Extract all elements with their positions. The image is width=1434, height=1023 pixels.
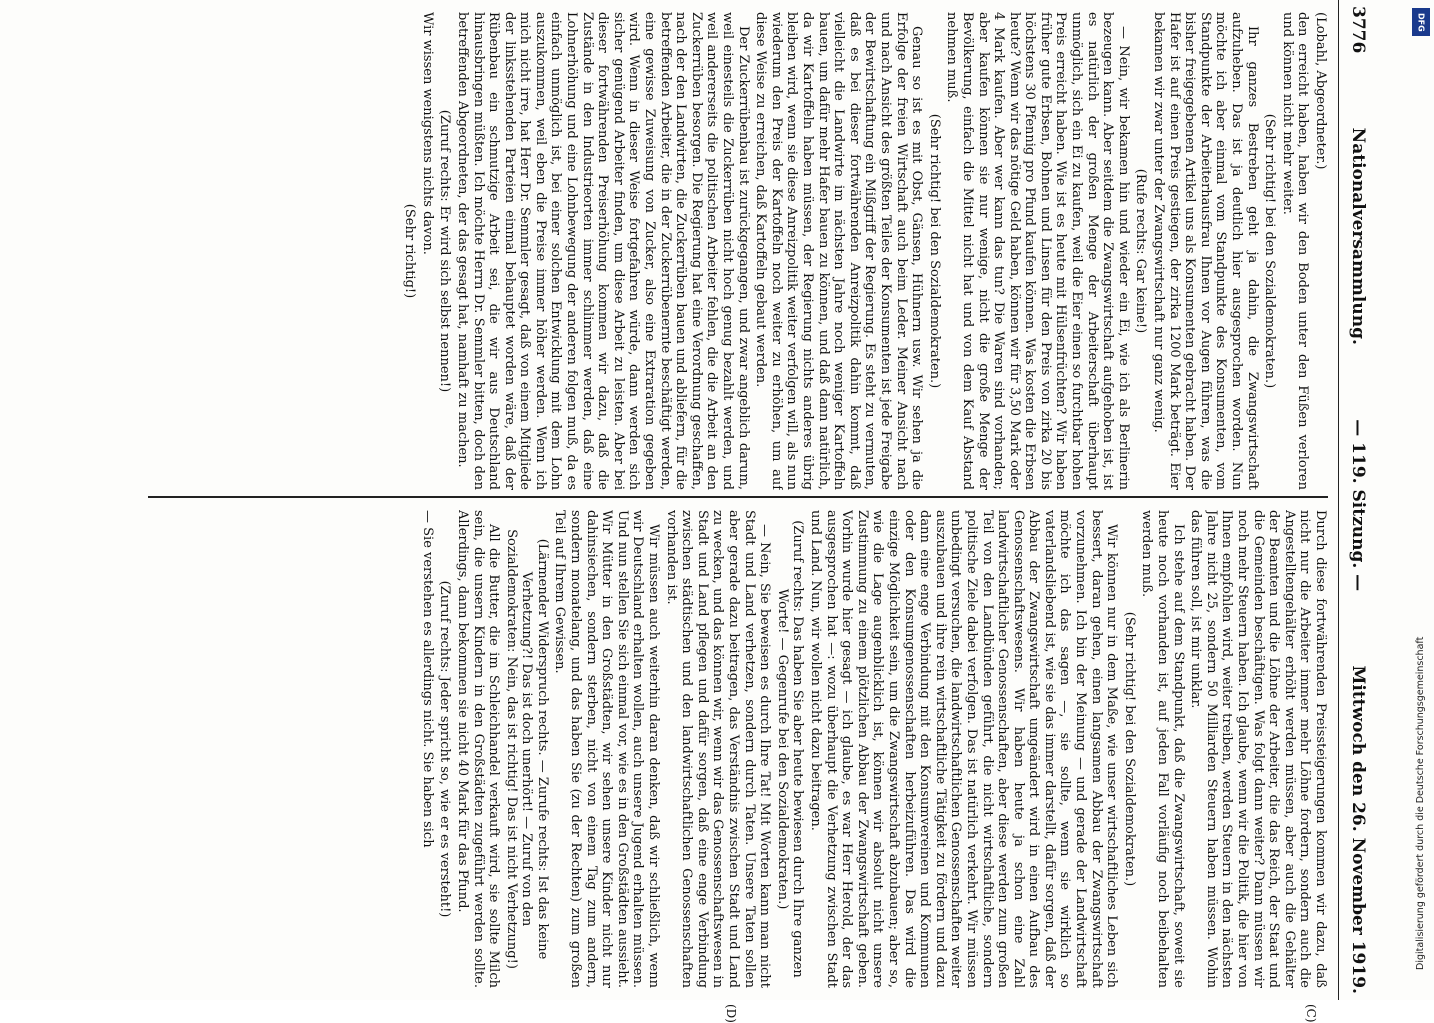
- dfg-logo: DFG: [1412, 8, 1430, 36]
- paragraph: (Zuruf rechts: Jeder spricht so, wie er es versteht!): [437, 580, 453, 918]
- digitization-credit: [1398, 10, 1432, 990]
- session-date: Mittwoch den 26. November 1919.: [1348, 665, 1369, 994]
- paragraph: (Sehr richtig! bei den Sozialdemokraten.): [1262, 113, 1278, 389]
- session-title: — 119. Sitzung. —: [1348, 419, 1369, 592]
- credit-text: Digitalisierung gefördert durch die Deutsche Forschungsgemeinschaft: [1415, 636, 1426, 970]
- paragraph: Wir können nur in dem Maße, wie unser wirtschaftliches Leben sich bessert, daran gehen, einen langsamen Abbau der Zwangswirtschaft vorzunehmen. Ich bin der Meinung — und gerade der Landwirtschaft möchte ich das sagen —, sie sollte, wenn sie wirklich so vaterlandsliebend ist, wie sie das immer darstellt, dafür sorgen, daß der Abbau der Zwangswirtschaft umgeändert wird in einen Aufbau des Genossenschaftswesens. Wir haben heute ja schon eine Zahl landwirtschaftlicher Genossenschaften, aber diese werden zum großen Teil von den Landbünden geführt, die nicht wirtschaftliche, sondern politische Ziele dabei verfolgen. Das ist natürlich verkehrt. Wir müssen unbedingt versuchen, die landwirtschaftlichen Genossenschaften weiter auszubauen und ihre rein wirtschaftliche Tätigkeit zu fördern und dazu dann eine enge Verbindung mit den Konsumvereinen und Kommunen oder den Konsumgenossenschaften herbeizuführen. Das wird die einzige Möglichkeit sein, um die Zwangswirtschaft abzubauen; aber so, wie die Lage augenblicklich ist, können wir absolut nicht unsere Zustimmung zu einem plötzlichen Abbau der Zwangswirtschaft geben. Vorhin wurde hier gesagt — ich glaube, es war Herr Herold, der das ausgesprochen hat —: wozu überhaupt die Verhetzung zwischen Stadt und Land. Nun, wir wollen nicht dazu beitragen.: [808, 510, 1120, 988]
- paragraph: — Nein, wir bekamen hin und wieder ein Ei, wie ich als Berlinerin bezeugen kann. Aber seitdem die Zwangswirtschaft aufgehoben ist, ist es natürlich der großen Menge der Arbeiterschaft überhaupt unmöglich, sich ein Ei zu kaufen, weil die Eier einen so furchtbar hohen Preis erreicht haben. Wie ist es heute mit Hülsenfrüchten? Wir haben früher gute Erbsen, Bohnen und Linsen für den Preis von zirka 20 bis höchstens 30 Pfennig pro Pfund kaufen können. Was kosten die Erbsen heute? Wenn wir das nötige Geld haben, können wir für 3,50 Mark oder 4 Mark kaufen. Aber wer kann das tun? Die Waren sind vorhanden; aber kaufen können sie nur wenige, nicht die große Menge der Bevölkerung, einfach die Mittel nicht hat und von dem Kauf Abstand nehmen muß.: [944, 12, 1131, 490]
- paragraph: (Sehr richtig! bei den Sozialdemokraten.): [926, 113, 942, 389]
- paragraph: Durch diese fortwährenden Preissteigerungen kommen wir dazu, daß nicht nur die Arbeiter immer mehr Löhne fordern, sondern auch die Angestelltengehälter erhöht werden müssen, aber auch die Gehälter der Beamten und die Löhne der Arbeiter, die das Reich, der Staat und die Gemeinden beschäftigen. Was folgt dann weiter? Dann müssen wir noch mehr Steuern haben. Ich glaube, wenn wir die Politik, die hier von Ihnen empfohlen wird, weiter treiben, werden Steuern in den nächsten Jahre nicht 25, sondern 50 Milliarden Steuern haben müssen. Wohin das führen soll, ist mir unklar.: [1188, 510, 1328, 988]
- paragraph: Wir müssen auch weiterhin daran denken, daß wir schließlich, wenn wir Deutschland erhalten wollen, auch unsere Jugend erhalten müssen. Und nun stellen Sie sich einmal vor, wie es in den Großstädten aussieht. Wir Mütter in den Großstädten, wir sehen unsere Kinder nicht nur dahinsiechen, sondern sterben, nicht von einem Tag zum andern, sondern monatelang, und das haben Sie (zu der Rechten) zum großen Teil auf Ihrem Gewissen.: [552, 510, 662, 988]
- paragraph: Der Zuckerrübenbau ist zurückgegangen, und zwar angeblich darum, weil einesteils die Zuckerrüben nicht hoch genug bezahlt werden, und weil andererseits die politischen Arbeiter fehlen, die die Arbeit an den Zuckerrüben besorgen. Die Regierung hat eine Verordnung geschaffen, nach der den Landwirten, die Zuckerrüben bauen und abliefern, für die betreffenden Arbeiter, die in der Zuckerrübenernte beschäftigt werden, eine gewisse Zuweisung von Zucker, also eine Extraration gegeben wird. Wenn in dieser Weise fortgefahren würde, dann werden sich sicher genügend Arbeiter finden, um diese Arbeit zu leisten. Aber bei dieser fortwährenden Preiserhöhung kommen wir dazu, daß die Zustände in den Industrieorten immer schlimmer werden, daß eine Lohnerhöhung und eine Lohnbewegung der anderen folgen muß, da es einfach unmöglich ist, bei einer solchen Entwicklung mit dem Lohn auszukommen, weil eben die Preise immer höher werden. Wenn ich mich nicht irre, hat Herr Dr. Semmler gesagt, daß von einem Mitgliede der linksstehenden Parteien einmal behauptet worden wäre, daß der Rübenbau ein schmutzige Arbeit sei, die wir aus Deutschland hinausbringen müßten. Ich möchte Herrn Dr. Semmler bitten, doch den betreffenden Abgeordneten, der das gesagt hat, namhaft zu machen.: [454, 12, 751, 490]
- paragraph: (Sehr richtig! bei den Sozialdemokraten.): [1121, 611, 1137, 887]
- paragraph: — Sie verstehen es allerdings nicht. Sie haben sich: [419, 510, 435, 848]
- paragraph: (Zuruf rechts: Das haben Sie aber heute bewiesen durch Ihre ganzen Worte! — Gegenrufe bei den Sozialdemokraten.): [774, 520, 806, 978]
- paragraph: Genau so ist es mit Obst, Gänsen, Hühnern usw. Wir sehen ja die Erfolge der freien Wirtschaft auch beim Leder. Meiner Ansicht nach und nach Ansicht des größten Teiles der Konsumenten ist jede Freigabe der Bewirtschaftung ein Mißgriff der Regierung. Es steht zu vermuten, daß es bei dieser fortwährenden Anreizpolitik dahin kommt, daß vielleicht die Landwirte im nächsten Jahre noch weniger Kartoffeln bauen, um dafür mehr Hafer bauen zu können, und daß dann natürlich, da wir Kartoffeln haben müssen, der Regierung nichts anderes übrig bleiben wird, wenn sie diese Anreizpolitik weiter verfolgen will, als nun wiederum den Preis der Kartoffeln noch weiter zu erhöhen, um auf diese Weise zu erreichen, daß Kartoffeln gebaut werden.: [753, 12, 925, 490]
- margin-mark-c: (C): [1304, 1004, 1318, 1023]
- margin-mark-d: (D): [724, 1004, 738, 1023]
- assembly-title: Nationalversammlung.: [1348, 127, 1369, 345]
- paragraph: (Sehr richtig!): [402, 203, 418, 299]
- paragraph: Ich stehe auf dem Standpunkt, daß die Zwangswirtschaft, soweit sie heute noch vorhanden ist, auf jeden Fall vorläufig noch beibehalten werden muß.: [1139, 510, 1186, 988]
- paragraph: — Nein, Sie beweisen es durch Ihre Tat! Mit Worten kann man nicht Stadt und Land verhetzen, sondern durch Taten. Unsere Taten sollen aber gerade dazu beitragen, das Verständnis zwischen Stadt und Land zu wecken, und das können wir, wenn wir das Genossenschaftswesen in Stadt und Land pflegen und dafür sorgen, daß eine enge Verbindung zwischen städtischen und den landwirtschaftlichen Genossenschaften vorhanden ist.: [663, 510, 773, 988]
- text-column-left: [83, 12, 1328, 490]
- paragraph: Wir wissen wenigstens nichts davon.: [419, 12, 435, 255]
- paragraph: (Lärmender Widerspruch rechts. — Zurufe rechts: Ist das keine Verhetzung?! Das ist doch unerhört! — Zuruf von den Sozialdemokraten: Nein, das ist richtig! Das ist nicht Verhetzung!): [503, 529, 550, 969]
- page-header: [1338, 0, 1378, 1000]
- paragraph: (Zuruf rechts: Er wird sich selbst nennen!): [437, 109, 453, 393]
- paragraph: den erreicht haben, haben wir den Boden unter den Füßen verloren und können nicht mehr weiter.: [1279, 12, 1311, 490]
- page-number: 3776: [1348, 6, 1369, 54]
- paragraph: All die Butter, die im Schleichhandel verkauft wird, sie sollte Milch sein, die unsern Kindern in den Großstädten zugeführt werden sollte. Allerdings, dann bekommen sie nicht 40 Mark für das Pfund.: [454, 510, 502, 988]
- page-content: [78, 0, 1378, 1023]
- paragraph: (Rufe rechts: Gar keine!): [1133, 168, 1149, 334]
- column-divider: [148, 496, 1328, 498]
- paragraph: (Lobahl, Abgeordneter.): [1313, 12, 1328, 170]
- text-column-right: [83, 510, 1328, 988]
- paragraph: Ihr ganzes Bestreben geht ja dahin, die Zwangswirtschaft aufzuheben. Das ist ja deutlich hier ausgesprochen worden. Nun möchte ich aber einmal vom Standpunkte des Konsumenten, vom Standpunkte der Arbeiterhausfrau Ihnen vor Augen führen, was die bisher freigegebenen Artikel uns als Konsumenten gebracht haben. Der Hafer ist auf einen Preis gestiegen, der zirka 1200 Mark beträgt. Eier bekamen wir zwar unter der Zwangswirtschaft nur ganz wenig.: [1151, 12, 1260, 490]
